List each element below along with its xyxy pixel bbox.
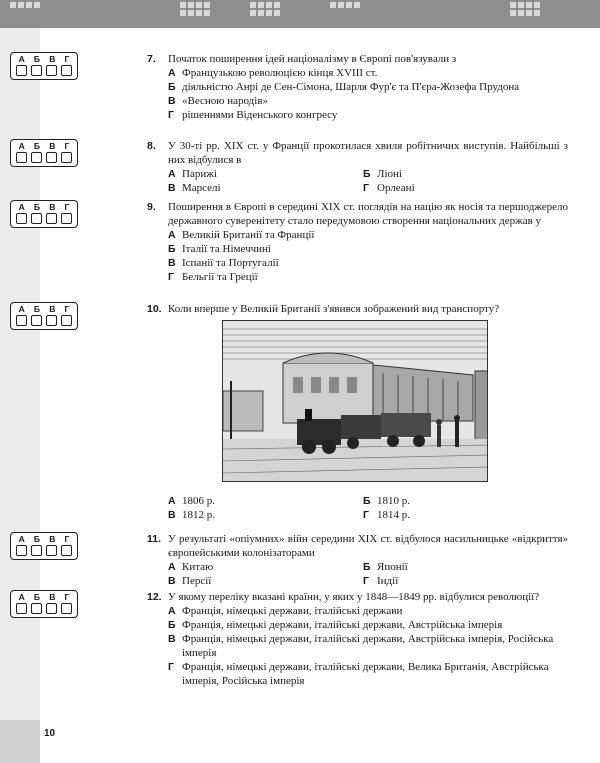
option-text: Орлеані bbox=[377, 182, 415, 194]
option-text: Китаю bbox=[182, 561, 214, 573]
answer-checkbox[interactable] bbox=[46, 545, 57, 556]
answer-letter: А bbox=[18, 592, 25, 602]
answer-letter: А bbox=[18, 202, 25, 212]
answer-checkbox[interactable] bbox=[46, 213, 57, 224]
answer-checkbox[interactable] bbox=[16, 603, 27, 614]
answer-checkbox[interactable] bbox=[31, 213, 42, 224]
option-letter: Б bbox=[363, 561, 371, 573]
option-text: рішеннями Віденського конгресу bbox=[182, 109, 338, 121]
option-g bbox=[168, 660, 568, 688]
option-letter: Б bbox=[363, 168, 371, 180]
option-letter: Б bbox=[363, 495, 371, 507]
question-text: У результаті «опіумних» війн середини XIX ст. відбулося насильницьке «відкриття» європейськими колонізаторами bbox=[168, 533, 568, 559]
page-number: 10 bbox=[44, 728, 56, 739]
option-g bbox=[168, 108, 568, 122]
option-text: Марселі bbox=[182, 182, 221, 194]
answer-box-q8[interactable] bbox=[10, 139, 78, 167]
option-text: Великій Британії та Франції bbox=[182, 229, 315, 241]
option-text: Іспанії та Португалії bbox=[182, 257, 279, 269]
option-letter: Г bbox=[168, 271, 174, 283]
answer-box-q12[interactable] bbox=[10, 590, 78, 618]
option-text: Персії bbox=[182, 575, 212, 587]
option-text: Французькою революцією кінця XVIII ст. bbox=[182, 67, 378, 79]
answer-letter: Г bbox=[64, 304, 70, 314]
answer-checkbox[interactable] bbox=[61, 315, 72, 326]
answer-box-q11[interactable] bbox=[10, 532, 78, 560]
answer-checkbox[interactable] bbox=[61, 213, 72, 224]
answer-box-q10[interactable] bbox=[10, 302, 78, 330]
option-text: Франція, німецькі держави, італійські держави bbox=[182, 605, 403, 617]
option-letter: Г bbox=[363, 509, 369, 521]
option-text: Бельгії та Греції bbox=[182, 271, 258, 283]
question-number: 10. bbox=[147, 303, 162, 315]
question-number: 9. bbox=[147, 201, 156, 213]
option-g bbox=[363, 181, 558, 195]
option-g bbox=[168, 270, 568, 284]
question-number: 7. bbox=[147, 53, 156, 65]
answer-checkbox[interactable] bbox=[16, 315, 27, 326]
option-v bbox=[168, 508, 363, 522]
option-v bbox=[168, 256, 568, 270]
answer-checkbox[interactable] bbox=[61, 603, 72, 614]
option-letter: А bbox=[168, 67, 176, 79]
question-text: Коли вперше у Великій Британії з'явився зображений вид транспорту? bbox=[168, 303, 500, 315]
option-text: Ліоні bbox=[377, 168, 402, 180]
answer-box-q9[interactable] bbox=[10, 200, 78, 228]
answer-checkbox[interactable] bbox=[31, 65, 42, 76]
question-12 bbox=[148, 590, 568, 688]
option-text: 1810 р. bbox=[377, 495, 410, 507]
answer-letter: В bbox=[49, 534, 56, 544]
answer-letter: Б bbox=[33, 534, 41, 544]
option-letter: Б bbox=[168, 81, 176, 93]
locomotive-illustration bbox=[223, 321, 488, 482]
option-letter: А bbox=[168, 495, 176, 507]
answer-letter: А bbox=[18, 304, 25, 314]
option-b bbox=[168, 80, 568, 94]
option-letter: А bbox=[168, 229, 176, 241]
left-margin-tab bbox=[0, 720, 40, 763]
option-g bbox=[363, 508, 558, 522]
question-9 bbox=[148, 200, 568, 284]
top-decoration-squares bbox=[180, 2, 210, 16]
option-v bbox=[168, 181, 363, 195]
answer-letter: Г bbox=[64, 592, 70, 602]
option-text: Парижі bbox=[182, 168, 217, 180]
question-10 bbox=[148, 302, 568, 316]
answer-letter: Г bbox=[64, 54, 70, 64]
answer-letter: Г bbox=[64, 141, 70, 151]
answer-letter: А bbox=[18, 54, 25, 64]
answer-checkbox[interactable] bbox=[16, 213, 27, 224]
question-number: 8. bbox=[147, 140, 156, 152]
answer-letter: А bbox=[18, 534, 25, 544]
option-letter: А bbox=[168, 561, 176, 573]
option-text: Франція, німецькі держави, італійські держави, Австрійська імперія, Російська імперія bbox=[182, 633, 554, 659]
answer-checkbox[interactable] bbox=[61, 152, 72, 163]
option-letter: А bbox=[168, 168, 176, 180]
option-b bbox=[168, 618, 568, 632]
answer-checkbox[interactable] bbox=[31, 603, 42, 614]
option-text: «Весною народів» bbox=[182, 95, 269, 107]
option-b bbox=[363, 494, 558, 508]
option-v bbox=[168, 574, 363, 588]
top-banner bbox=[0, 0, 600, 28]
option-text: Франція, німецькі держави, італійські держави, Велика Британія, Австрійська імперія, Російська імперія bbox=[182, 661, 549, 687]
question-text: Поширення в Європі в середині XIX ст. поглядів на націю як носія та першоджерело державного суверенітету стало передумовою створення національних держав у bbox=[168, 201, 568, 227]
option-letter: В bbox=[168, 509, 176, 521]
question-text: У якому переліку вказані країни, у яких у 1848—1849 рр. відбулися революції? bbox=[168, 591, 540, 603]
question-number: 12. bbox=[147, 591, 162, 603]
answer-letter: Б bbox=[33, 141, 41, 151]
answer-checkbox[interactable] bbox=[16, 65, 27, 76]
top-decoration-squares bbox=[10, 2, 40, 8]
option-letter: Б bbox=[168, 619, 176, 631]
option-letter: Г bbox=[168, 109, 174, 121]
option-letter: В bbox=[168, 257, 176, 269]
option-text: 1812 р. bbox=[182, 509, 215, 521]
question-8 bbox=[148, 139, 568, 195]
option-text: Франція, німецькі держави, італійські держави, Австрійська імперія bbox=[182, 619, 503, 631]
answer-letter: Б bbox=[33, 54, 41, 64]
railway-station-engraving bbox=[222, 320, 488, 482]
option-a bbox=[168, 167, 363, 181]
answer-letter: В bbox=[49, 592, 56, 602]
option-letter: Г bbox=[363, 575, 369, 587]
option-text: 1814 р. bbox=[377, 509, 410, 521]
answer-letter: А bbox=[18, 141, 25, 151]
question-11 bbox=[148, 532, 568, 588]
option-b bbox=[363, 560, 558, 574]
option-g bbox=[363, 574, 558, 588]
option-a bbox=[168, 228, 568, 242]
answer-letter: В bbox=[49, 141, 56, 151]
answer-checkbox[interactable] bbox=[61, 545, 72, 556]
option-text: Італії та Німеччині bbox=[182, 243, 271, 255]
option-a bbox=[168, 604, 568, 618]
answer-checkbox[interactable] bbox=[31, 545, 42, 556]
answer-letter: Г bbox=[64, 202, 70, 212]
option-b bbox=[168, 242, 568, 256]
option-text: 1806 р. bbox=[182, 495, 215, 507]
answer-checkbox[interactable] bbox=[16, 545, 27, 556]
option-letter: Г bbox=[363, 182, 369, 194]
option-v bbox=[168, 632, 568, 660]
answer-letter: Б bbox=[33, 592, 41, 602]
answer-letter: В bbox=[49, 202, 56, 212]
option-a bbox=[168, 494, 363, 508]
question-10-options bbox=[148, 494, 568, 522]
answer-checkbox[interactable] bbox=[16, 152, 27, 163]
answer-checkbox[interactable] bbox=[46, 603, 57, 614]
option-a bbox=[168, 560, 363, 574]
option-letter: А bbox=[168, 605, 176, 617]
option-letter: Г bbox=[168, 661, 174, 673]
answer-checkbox[interactable] bbox=[31, 152, 42, 163]
answer-letter: Б bbox=[33, 304, 41, 314]
answer-letter: В bbox=[49, 54, 56, 64]
answer-checkbox[interactable] bbox=[31, 315, 42, 326]
question-7 bbox=[148, 52, 568, 122]
option-letter: Б bbox=[168, 243, 176, 255]
top-decoration-squares bbox=[250, 2, 280, 16]
top-decoration-squares bbox=[510, 2, 540, 16]
option-text: Японії bbox=[377, 561, 408, 573]
option-a bbox=[168, 66, 568, 80]
top-decoration-squares bbox=[330, 2, 360, 8]
answer-checkbox[interactable] bbox=[46, 65, 57, 76]
option-letter: В bbox=[168, 95, 176, 107]
answer-letter: В bbox=[49, 304, 56, 314]
answer-checkbox[interactable] bbox=[46, 152, 57, 163]
answer-letter: Б bbox=[33, 202, 41, 212]
option-letter: В bbox=[168, 182, 176, 194]
answer-box-q7[interactable] bbox=[10, 52, 78, 80]
question-text: Початок поширення ідей націоналізму в Європі пов'язували з bbox=[168, 53, 457, 65]
option-letter: В bbox=[168, 575, 176, 587]
option-letter: В bbox=[168, 633, 176, 645]
answer-letter: Г bbox=[64, 534, 70, 544]
question-number: 11. bbox=[147, 533, 162, 545]
answer-checkbox[interactable] bbox=[61, 65, 72, 76]
option-b bbox=[363, 167, 558, 181]
option-text: Індії bbox=[377, 575, 399, 587]
option-text: діяльністю Анрі де Сен-Сімона, Шарля Фур'є та П'єра-Жозефа Прудона bbox=[182, 81, 520, 93]
question-text: У 30-ті рр. XIX ст. у Франції прокотилася хвиля робітничих виступів. Найбільші з них відбулися в bbox=[168, 140, 568, 166]
answer-checkbox[interactable] bbox=[46, 315, 57, 326]
option-v bbox=[168, 94, 568, 108]
